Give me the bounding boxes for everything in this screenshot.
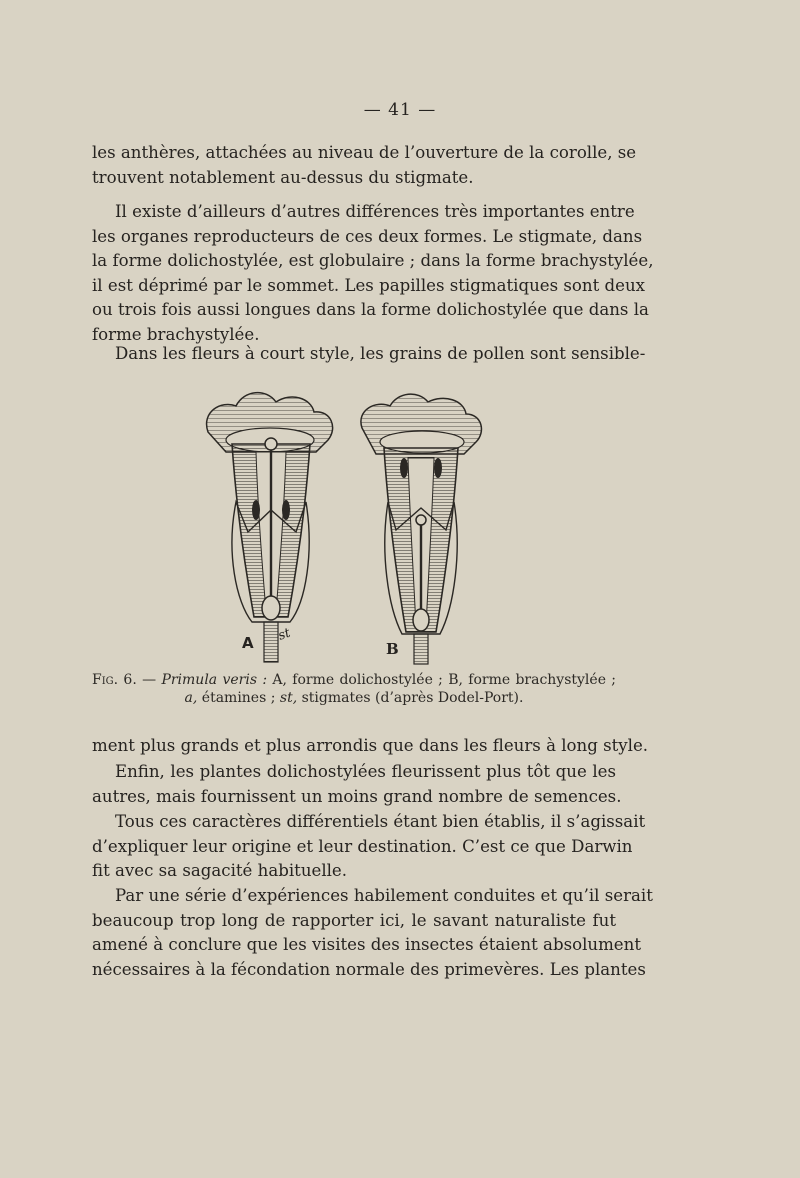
text-line: la forme dolichostylée, est globulaire ; dans la forme brachystylée, bbox=[92, 251, 654, 271]
text-line: il est déprimé par le sommet. Les papilles stigmatiques sont deux bbox=[92, 275, 645, 295]
label-a: A bbox=[242, 634, 254, 652]
text-line: les organes reproducteurs de ces deux formes. Le stigmate, dans bbox=[92, 226, 643, 246]
flower-a bbox=[207, 393, 333, 662]
label-st: st bbox=[276, 625, 293, 644]
caption-st-label: st, bbox=[279, 690, 298, 706]
caption-a-text: étamines ; bbox=[201, 690, 276, 706]
paragraph-7 bbox=[92, 884, 653, 982]
caption-st-text: stigmates (d’après Dodel-Port). bbox=[301, 690, 524, 706]
text-line: ment plus grands et plus arrondis que dans les fleurs à long style. bbox=[92, 736, 649, 755]
text-line: amené à conclure que les visites des insectes étaient absolument bbox=[92, 935, 641, 955]
paragraph-6 bbox=[92, 810, 646, 884]
text-line: trouvent notablement au-dessus du stigmate. bbox=[92, 167, 474, 187]
text-line: les anthères, attachées au niveau de l’ouverture de la corolle, se bbox=[92, 143, 637, 162]
flower-b bbox=[361, 394, 482, 664]
caption-dash: — bbox=[142, 672, 157, 688]
primula-figure bbox=[196, 382, 526, 666]
paragraph-2 bbox=[92, 200, 654, 348]
caption-a-label: a, bbox=[184, 690, 198, 706]
text-line: Il existe d’ailleurs d’autres différences très importantes entre bbox=[115, 202, 635, 221]
label-b: B bbox=[386, 640, 399, 658]
text-line: autres, mais fournissent un moins grand nombre de semences. bbox=[92, 786, 622, 806]
caption-line1-rest: A, forme dolichostylée ; B, forme brachystylée ; bbox=[272, 672, 617, 688]
paragraph-3 bbox=[92, 342, 646, 367]
text-line: ou trois fois aussi longues dans la forme dolichostylée que dans la bbox=[92, 300, 649, 320]
text-line: fit avec sa sagacité habituelle. bbox=[92, 861, 348, 881]
text-line: nécessaires à la fécondation normale des primevères. Les plantes bbox=[92, 959, 646, 979]
text-line: Enfin, les plantes dolichostylées fleurissent plus tôt que les bbox=[115, 762, 616, 781]
figure-caption bbox=[92, 671, 616, 707]
primula-illustration bbox=[196, 382, 526, 666]
paragraph-1 bbox=[92, 141, 637, 190]
text-line: d’expliquer leur origine et leur destination. C’est ce que Darwin bbox=[92, 836, 633, 856]
text-line: Tous ces caractères différentiels étant bien établis, il s’agissait bbox=[115, 812, 646, 831]
caption-line-1 bbox=[92, 671, 616, 689]
caption-line-2 bbox=[92, 689, 616, 707]
paragraph-4 bbox=[92, 734, 649, 759]
text-line: Dans les fleurs à court style, les grains de pollen sont sensible- bbox=[115, 344, 646, 363]
paragraph-5 bbox=[92, 760, 622, 809]
caption-species: Primula veris : bbox=[161, 672, 268, 688]
text-line: forme brachystylée. bbox=[92, 324, 260, 344]
caption-fig-number: Fig. 6. bbox=[92, 672, 137, 688]
page-number: — 41 — bbox=[363, 100, 437, 120]
text-line: Par une série d’expériences habilement conduites et qu’il serait bbox=[115, 886, 653, 905]
text-line: beaucoup trop long de rapporter ici, le savant naturaliste fut bbox=[92, 910, 616, 930]
